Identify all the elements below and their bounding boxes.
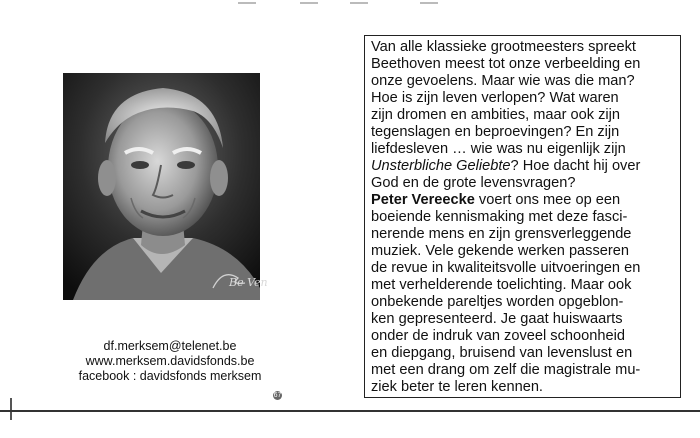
contact-website[interactable]: www.merksem.davidsfonds.be	[85, 354, 255, 368]
portrait-photo	[63, 73, 268, 300]
text-line: met verhelderende toelichting. Maar ook	[371, 277, 632, 293]
left-edge-mark	[10, 398, 12, 420]
text-line: de revue in kwaliteitsvolle uitvoeringen en	[371, 260, 641, 276]
text-line: onze gevoelens. Maar wie was die man?	[371, 73, 635, 89]
text-line: muziek. Vele gekende werken passeren	[371, 243, 629, 259]
contact-info	[40, 339, 300, 384]
text-line: met een drang om zelf die magistrale mu-	[371, 362, 641, 378]
speaker-name: Peter Vereecke	[371, 192, 475, 208]
text-line: nerende mens en zijn grensverleggende	[371, 226, 632, 242]
contact-email[interactable]: df.merksem@telenet.be	[103, 339, 237, 353]
contact-facebook[interactable]: facebook : davidsfonds merksem	[78, 369, 262, 383]
text-line-italic	[371, 158, 674, 175]
text-line: onder de indruk van zoveel schoonheid	[371, 328, 625, 344]
italic-title: Unsterbliche Geliebte	[371, 158, 511, 174]
text-line: en diepgang, bruisend van levenslust en	[371, 345, 633, 361]
text-line: ziek beter te leren kennen.	[371, 379, 543, 395]
text-line-bold	[371, 192, 674, 209]
italic-after: ? Hoe dacht hij over	[510, 158, 641, 174]
text-line: liefdesleven … wie was nu eigenlijk zijn	[371, 141, 626, 157]
text-line: Hoe is zijn leven verlopen? Wat waren	[371, 90, 619, 106]
photo-signature: Be Ven	[229, 276, 268, 289]
text-line: tegenslagen en beproevingen? En zijn	[371, 124, 620, 140]
text-line: Beethoven meest tot onze verbeelding en	[371, 56, 641, 72]
text-line: onbekende pareltjes worden opgeblon-	[371, 294, 624, 310]
text-line: ken gepresenteerd. Je gaat huiswaarts	[371, 311, 623, 327]
description-box	[364, 35, 681, 398]
text-line: zijn dromen en ambities, maar ook zijn	[371, 107, 621, 123]
speaker-after: voert ons mee op een	[474, 192, 621, 208]
footer-mark-icon: 67	[273, 392, 282, 399]
text-line: Van alle klassieke grootmeesters spreekt	[371, 39, 636, 55]
text-line: boeiende kennismaking met deze fasci-	[371, 209, 628, 225]
bottom-divider	[0, 410, 700, 412]
text-line: God en de grote levensvragen?	[371, 175, 576, 191]
